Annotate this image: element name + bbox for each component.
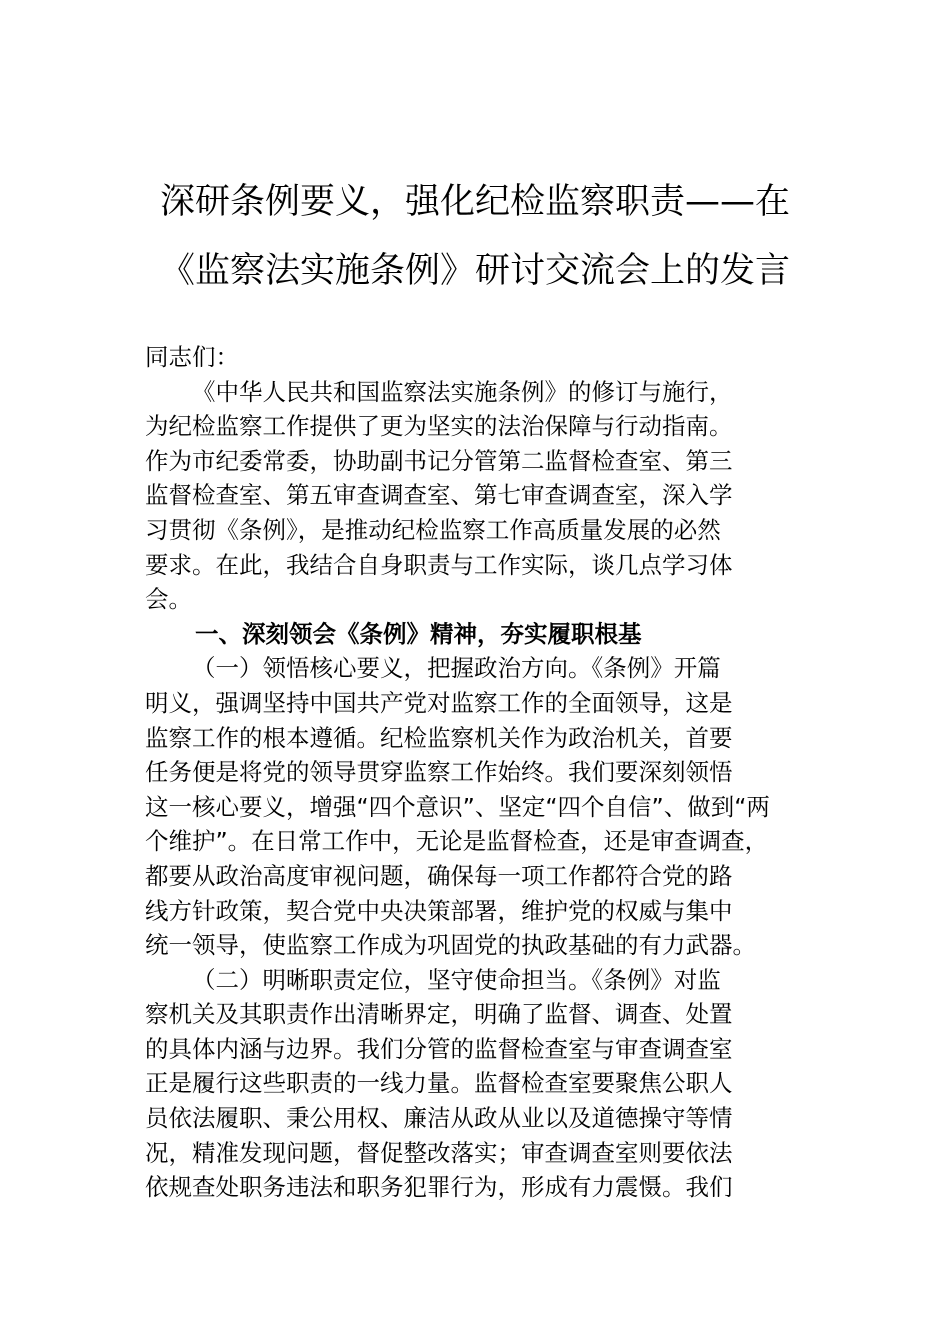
paragraph-line: 任务便是将党的领导贯穿监察工作始终。我们要深刻领悟 [145, 758, 733, 787]
paragraph-line: 况，精准发现问题，督促整改落实；审查调查室则要依法 [145, 1138, 733, 1167]
paragraph-line: 统一领导，使监察工作成为巩固党的执政基础的有力武器。 [145, 931, 756, 960]
paragraph-line: 为纪检监察工作提供了更为坚实的法治保障与行动指南。 [145, 412, 733, 441]
paragraph-line: 监督检查室、第五审查调查室、第七审查调查室，深入学 [145, 481, 733, 510]
document-title-line-1: 深研条例要义，强化纪检监察职责——在 [159, 182, 790, 222]
paragraph-line: 会。 [145, 585, 192, 614]
paragraph-line: 都要从政治高度审视问题，确保每一项工作都符合党的路 [145, 861, 733, 890]
paragraph-line: 员依法履职、秉公用权、廉洁从政从业以及道德操守等情 [145, 1104, 733, 1133]
salutation: 同志们： [145, 343, 239, 371]
paragraph-line: 依规查处职务违法和职务犯罪行为，形成有力震慑。我们 [145, 1173, 733, 1202]
paragraph-line: （一）领悟核心要义，把握政治方向。《条例》开篇 [192, 654, 721, 683]
paragraph-line: 明义，强调坚持中国共产党对监察工作的全面领导，这是 [145, 688, 733, 717]
document-title-line-2: 《监察法实施条例》研讨交流会上的发言 [159, 251, 790, 291]
paragraph-line: 的具体内涵与边界。我们分管的监督检查室与审查调查室 [145, 1034, 733, 1063]
paragraph-line: 要求。在此，我结合自身职责与工作实际，谈几点学习体 [145, 550, 733, 579]
paragraph-line: 习贯彻《条例》，是推动纪检监察工作高质量发展的必然 [145, 515, 721, 544]
paragraph-line: 《中华人民共和国监察法实施条例》的修订与施行， [192, 377, 733, 406]
paragraph-line: 察机关及其职责作出清晰界定，明确了监督、调查、处置 [145, 1000, 733, 1029]
paragraph-line: 作为市纪委常委，协助副书记分管第二监督检查室、第三 [145, 446, 733, 475]
paragraph-line: 线方针政策，契合党中央决策部署，维护党的权威与集中 [145, 896, 733, 925]
document-body [145, 340, 825, 1205]
paragraph-line: 个维护”。在日常工作中，无论是监督检查，还是审查调查， [145, 827, 769, 856]
paragraph-line: （二）明晰职责定位，坚守使命担当。《条例》对监 [192, 965, 721, 994]
section-heading: 一、深刻领会《条例》精神，夯实履职根基 [195, 619, 642, 648]
paragraph-line: 正是履行这些职责的一线力量。监督检查室要聚焦公职人 [145, 1069, 733, 1098]
paragraph-line: 这一核心要义，增强“四个意识”、坚定“四个自信”、做到“两 [145, 792, 770, 821]
paragraph-line: 监察工作的根本遵循。纪检监察机关作为政治机关，首要 [145, 723, 733, 752]
